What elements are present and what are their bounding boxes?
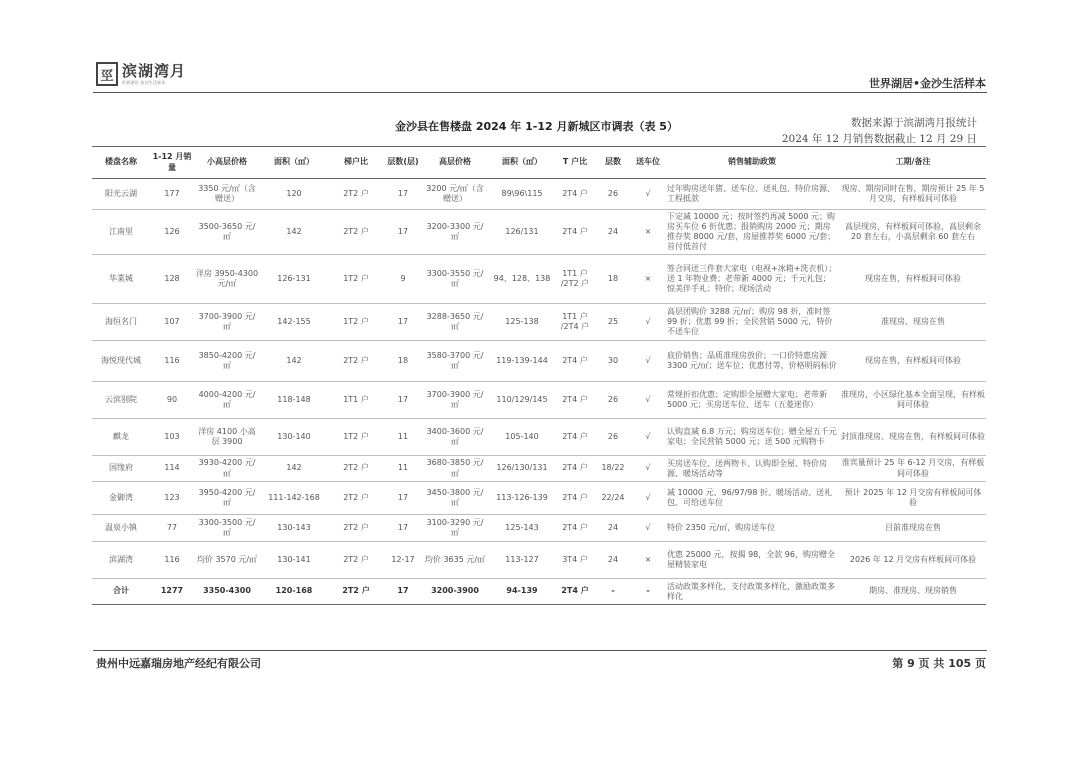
table-cell: 18 <box>594 255 632 304</box>
table-cell: 云滨别院 <box>92 382 150 419</box>
column-header: 层数 <box>594 147 632 179</box>
table-cell: √ <box>632 419 664 456</box>
table-cell: 淮宾量预计 25 年 6-12 月交房，有样板间可体验 <box>840 456 986 482</box>
table-cell: 2T4 户 <box>556 210 594 255</box>
total-row <box>92 579 986 605</box>
table-row <box>92 542 986 579</box>
table-row <box>92 419 986 456</box>
table-cell: 洋房 4100 小高层 3900 <box>194 419 260 456</box>
column-header: 面积（㎡） <box>488 147 556 179</box>
footer-page-number: 第 9 页 共 105 页 <box>892 657 986 670</box>
table-cell: √ <box>632 179 664 210</box>
table-cell: × <box>632 210 664 255</box>
logo-mark: 巠 <box>96 62 118 86</box>
table-cell: √ <box>632 304 664 341</box>
table-row <box>92 382 986 419</box>
table-cell: 底价销售；品质准现房放价；一口价特惠房源 3300 元/㎡；送车位；优惠付等，价格明码标价 <box>664 341 840 382</box>
column-header: 高层价格 <box>422 147 488 179</box>
table-cell: 3680-3850 元/㎡ <box>422 456 488 482</box>
table-cell: 1T1 户 /2T2 户 <box>556 255 594 304</box>
table-cell: 均价 3570 元/㎡ <box>194 542 260 579</box>
table-cell: 3580-3700 元/㎡ <box>422 341 488 382</box>
table-cell: √ <box>632 456 664 482</box>
table-cell: 11 <box>384 456 422 482</box>
column-header: 梯户比 <box>328 147 384 179</box>
table-cell: 海悦现代城 <box>92 341 150 382</box>
table-row <box>92 304 986 341</box>
market-survey-table <box>92 146 986 605</box>
table-cell: 126 <box>150 210 194 255</box>
total-cell: - <box>594 579 632 605</box>
total-cell: 3200-3900 <box>422 579 488 605</box>
table-cell: 减 10000 元、96/97/98 折、暖场活动、送礼包、可给送车位 <box>664 482 840 515</box>
table-cell: 3T4 户 <box>556 542 594 579</box>
table-cell: 3300-3550 元/㎡ <box>422 255 488 304</box>
table-cell: 9 <box>384 255 422 304</box>
table-cell: 过年购房送年猪、送车位、送礼包、特价房源、工程抵款 <box>664 179 840 210</box>
table-cell: 下定减 10000 元；按时签约再减 5000 元；购房买车位 6 折优惠；报销购房 2000 元；期房推存奖 8000 元/套，房屋推荐奖 6000 元/套；首付低首付 <box>664 210 840 255</box>
table-cell: 现房在售，有样板间可体验 <box>840 255 986 304</box>
table-cell: √ <box>632 382 664 419</box>
total-cell: 3350-4300 <box>194 579 260 605</box>
table-cell: 3350 元/㎡（含赠送） <box>194 179 260 210</box>
table-cell: 123 <box>150 482 194 515</box>
table-cell: 3850-4200 元/㎡ <box>194 341 260 382</box>
column-header: 工期/备注 <box>840 147 986 179</box>
table-cell: 江南里 <box>92 210 150 255</box>
table-cell: 142 <box>260 456 328 482</box>
footer-company: 贵州中远嘉瑞房地产经纪有限公司 <box>96 657 261 670</box>
table-row <box>92 210 986 255</box>
total-cell: 活动政策多样化，支付政策多样化，激励政策多样化 <box>664 579 840 605</box>
column-header: 1-12 月销量 <box>150 147 194 179</box>
table-cell: 130-143 <box>260 515 328 542</box>
column-header: T 户比 <box>556 147 594 179</box>
table-cell: 3288-3650 元/㎡ <box>422 304 488 341</box>
table-cell: 1T2 户 <box>328 304 384 341</box>
table-row <box>92 255 986 304</box>
table-cell: 认购直减 6.8 万元；购房送车位；赠全屋五千元家电；全民营销 5000 元；送 500 元购物卡 <box>664 419 840 456</box>
company-logo <box>96 62 186 86</box>
table-cell: 130-141 <box>260 542 328 579</box>
table-cell: 2T4 户 <box>556 419 594 456</box>
table-cell: 温泉小镇 <box>92 515 150 542</box>
table-cell: 3950-4200 元/㎡ <box>194 482 260 515</box>
table-cell: 26 <box>594 419 632 456</box>
table-cell: 177 <box>150 179 194 210</box>
header-rule <box>93 92 987 93</box>
table-cell: 高层现房，有样板间可体验，高层剩余 20 套左右，小高层剩余 60 套左右 <box>840 210 986 255</box>
table-body <box>92 179 986 605</box>
table-cell: 预计 2025 年 12 月交房有样板间可体验 <box>840 482 986 515</box>
table-cell: 3700-3900 元/㎡ <box>422 382 488 419</box>
table-cell: 优惠 25000 元，按揭 98，全款 96，购房赠全屋精装家电 <box>664 542 840 579</box>
table-cell: 2026 年 12 月交房有样板间可体验 <box>840 542 986 579</box>
table-cell: 90 <box>150 382 194 419</box>
table-cell: 113-126-139 <box>488 482 556 515</box>
table-cell: 24 <box>594 515 632 542</box>
table-cell: 17 <box>384 179 422 210</box>
table-cell: 126/131 <box>488 210 556 255</box>
table-cell: 120 <box>260 179 328 210</box>
table-cell: 18 <box>384 341 422 382</box>
table-cell: √ <box>632 515 664 542</box>
table-cell: 77 <box>150 515 194 542</box>
table-cell: 94、128、138 <box>488 255 556 304</box>
table-cell: 30 <box>594 341 632 382</box>
table-cell: 3200-3300 元/㎡ <box>422 210 488 255</box>
table-cell: √ <box>632 482 664 515</box>
table-cell: 3400-3600 元/㎡ <box>422 419 488 456</box>
table-cell: 特价 2350 元/㎡，购房送车位 <box>664 515 840 542</box>
table-cell: 买房送车位、送两物卡、认购即全屋、特价房源、暖场活动等 <box>664 456 840 482</box>
table-cell: 105-140 <box>488 419 556 456</box>
table-cell: 华業城 <box>92 255 150 304</box>
table-cell: 洋房 3950-4300 元/㎡ <box>194 255 260 304</box>
table-cell: 现房在售，有样板间可体验 <box>840 341 986 382</box>
table-cell: 128 <box>150 255 194 304</box>
table-cell: 2T2 户 <box>328 179 384 210</box>
total-cell: 17 <box>384 579 422 605</box>
table-cell: 国缘府 <box>92 456 150 482</box>
table-cell: 89\96\115 <box>488 179 556 210</box>
table-cell: × <box>632 542 664 579</box>
table-cell: 3930-4200 元/㎡ <box>194 456 260 482</box>
table-row <box>92 482 986 515</box>
table-cell: 金御湾 <box>92 482 150 515</box>
table-cell: 2T2 户 <box>328 456 384 482</box>
total-cell: 期房、准现房、现房销售 <box>840 579 986 605</box>
total-cell: 2T2 户 <box>328 579 384 605</box>
table-cell: 2T2 户 <box>328 542 384 579</box>
table-cell: 142 <box>260 341 328 382</box>
total-cell: 2T4 户 <box>556 579 594 605</box>
table-cell: 常规折扣优惠；定购即全屋赠大家电；老带新 5000 元；买房送车位、送车（五菱迷你） <box>664 382 840 419</box>
table-cell: 18/22 <box>594 456 632 482</box>
table-cell: 准现房、现房在售 <box>840 304 986 341</box>
table-cell: 滨湖湾 <box>92 542 150 579</box>
table-cell: 17 <box>384 515 422 542</box>
table-cell: 125-138 <box>488 304 556 341</box>
table-cell: 126/130/131 <box>488 456 556 482</box>
table-cell: 3200 元/㎡（含赠送） <box>422 179 488 210</box>
table-cell: 130-140 <box>260 419 328 456</box>
table-cell: 麒龙 <box>92 419 150 456</box>
table-cell: 2T2 户 <box>328 210 384 255</box>
table-cell: 2T4 户 <box>556 179 594 210</box>
table-cell: 2T2 户 <box>328 482 384 515</box>
table-cell: 24 <box>594 542 632 579</box>
table-row <box>92 456 986 482</box>
table-cell: 海恒名门 <box>92 304 150 341</box>
total-cell: 120-168 <box>260 579 328 605</box>
table-cell: 17 <box>384 382 422 419</box>
table-cell: 封顶准现房、现房在售，有样板间可体验 <box>840 419 986 456</box>
table-cell: 1T2 户 <box>328 255 384 304</box>
table-cell: 26 <box>594 382 632 419</box>
table-cell: 11 <box>384 419 422 456</box>
column-header: 层数(层) <box>384 147 422 179</box>
table-cell: 110/129/145 <box>488 382 556 419</box>
table-cell: × <box>632 255 664 304</box>
header-slogan: 世界湖居•金沙生活样本 <box>868 77 986 90</box>
table-cell: 103 <box>150 419 194 456</box>
table-cell: 26 <box>594 179 632 210</box>
table-cell: 113-127 <box>488 542 556 579</box>
table-row <box>92 179 986 210</box>
table-cell: 114 <box>150 456 194 482</box>
table-cell: 17 <box>384 210 422 255</box>
table-cell: 阳光云湖 <box>92 179 150 210</box>
column-header: 楼盘名称 <box>92 147 150 179</box>
logo-name: 滨湖湾月 <box>122 61 187 80</box>
table-cell: 125-143 <box>488 515 556 542</box>
total-cell: 合计 <box>92 579 150 605</box>
table-cell: 均价 3635 元/㎡ <box>422 542 488 579</box>
table-cell: 22/24 <box>594 482 632 515</box>
table-cell: 107 <box>150 304 194 341</box>
table-cell: 4000-4200 元/㎡ <box>194 382 260 419</box>
total-cell: 1277 <box>150 579 194 605</box>
table-cell: 25 <box>594 304 632 341</box>
table-cell: 111-142-168 <box>260 482 328 515</box>
data-cutoff-note: 2024 年 12 月销售数据截止 12 月 29 日 <box>781 133 977 145</box>
total-cell: - <box>632 579 664 605</box>
table-cell: 116 <box>150 341 194 382</box>
table-cell: 准现房，小区绿化基本全面呈现，有样板间可体验 <box>840 382 986 419</box>
table-cell: 签合同送三件套大家电（电视+冰箱+洗衣机）；送 1 年物业费；老带新 4000 元；千元礼包；惊美伴手礼；特价；现场活动 <box>664 255 840 304</box>
column-header: 小高层价格 <box>194 147 260 179</box>
table-cell: 2T4 户 <box>556 341 594 382</box>
table-cell: 2T4 户 <box>556 456 594 482</box>
table-cell: 3450-3800 元/㎡ <box>422 482 488 515</box>
table-cell: 142-155 <box>260 304 328 341</box>
data-source-note: 数据来源于滨湖湾月报统计 <box>851 117 977 129</box>
table-cell: 126-131 <box>260 255 328 304</box>
table-cell: 高层团购价 3288 元/㎡；购房 98 折，准时签 99 折；优惠 99 折；全民营销 5000 元，特价不送车位 <box>664 304 840 341</box>
table-title: 金沙县在售楼盘 2024 年 1-12 月新城区市调表（表 5） <box>395 120 678 133</box>
table-cell: 12-17 <box>384 542 422 579</box>
table-row <box>92 341 986 382</box>
table-header-row <box>92 147 986 179</box>
table-cell: 2T4 户 <box>556 515 594 542</box>
table-cell: 3500-3650 元/㎡ <box>194 210 260 255</box>
table-cell: 1T1 户 <box>328 382 384 419</box>
table-cell: 现房、期房同时在售，期房预计 25 年 5 月交房，有样板间可体验 <box>840 179 986 210</box>
table-cell: 118-148 <box>260 382 328 419</box>
table-cell: 142 <box>260 210 328 255</box>
table-cell: 116 <box>150 542 194 579</box>
table-cell: 24 <box>594 210 632 255</box>
table-cell: 1T2 户 <box>328 419 384 456</box>
table-cell: 1T1 户 /2T4 户 <box>556 304 594 341</box>
logo-tagline: 世界湖居·金沙生活样本 <box>122 79 166 85</box>
table-cell: 3300-3500 元/㎡ <box>194 515 260 542</box>
table-cell: 17 <box>384 482 422 515</box>
table-cell: 2T2 户 <box>328 515 384 542</box>
table-cell: 119-139-144 <box>488 341 556 382</box>
table-cell: 目前准现房在售 <box>840 515 986 542</box>
table-row <box>92 515 986 542</box>
column-header: 销售辅助政策 <box>664 147 840 179</box>
table-cell: 2T4 户 <box>556 382 594 419</box>
footer-rule <box>93 650 987 651</box>
table-cell: 17 <box>384 304 422 341</box>
column-header: 面积（㎡） <box>260 147 328 179</box>
table-cell: 2T2 户 <box>328 341 384 382</box>
table-cell: √ <box>632 341 664 382</box>
table-cell: 2T4 户 <box>556 482 594 515</box>
table-cell: 3100-3290 元/㎡ <box>422 515 488 542</box>
table-cell: 3700-3900 元/㎡ <box>194 304 260 341</box>
column-header: 送车位 <box>632 147 664 179</box>
total-cell: 94-139 <box>488 579 556 605</box>
